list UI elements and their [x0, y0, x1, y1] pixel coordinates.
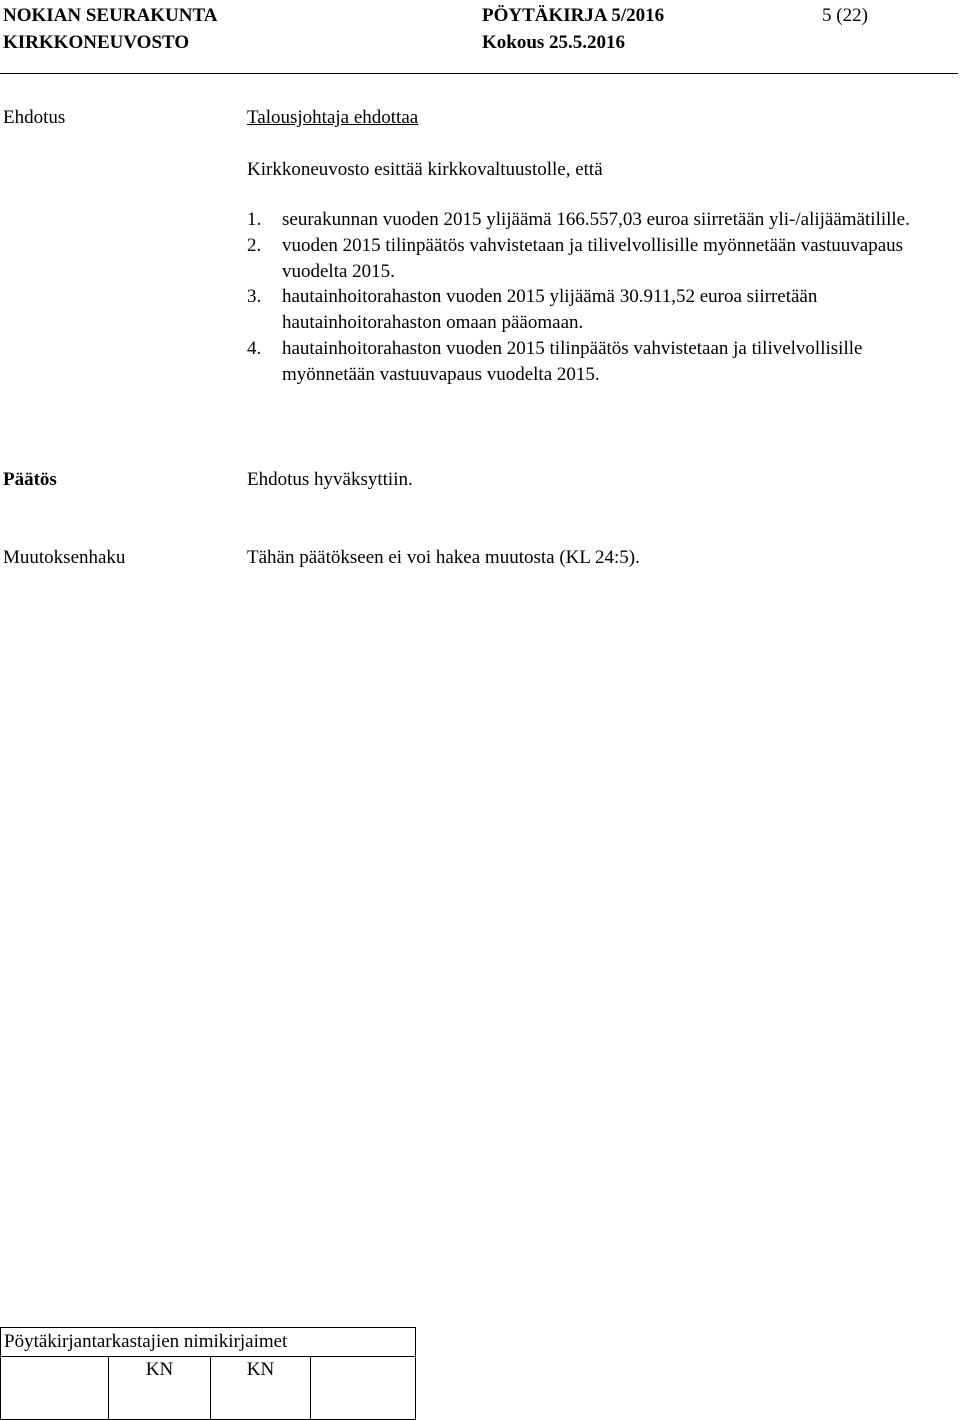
list-item-number: 3. — [247, 286, 262, 308]
list-item-number: 4. — [247, 337, 262, 359]
organization-name: NOKIAN SEURAKUNTA — [3, 5, 218, 26]
section-label-muutoksenhaku: Muutoksenhaku — [3, 547, 126, 568]
list-item-number: 1. — [247, 209, 262, 230]
list-item-number: 2. — [247, 234, 262, 256]
list-item — [247, 336, 947, 388]
signature-box-title: Pöytäkirjantarkastajien nimikirjaimet — [1, 1328, 416, 1357]
initials: KN — [246, 1359, 275, 1380]
signature-cell — [1, 1357, 109, 1420]
signature-cell — [109, 1357, 211, 1420]
signature-cell — [211, 1357, 311, 1420]
signature-cell — [311, 1357, 416, 1420]
appeal-text: Tähän päätökseen ei voi hakea muutosta (KL 24:5). — [247, 547, 640, 568]
page-number: 5 (22) — [822, 5, 868, 26]
initials: KN — [145, 1359, 174, 1380]
list-item-text: seurakunnan vuoden 2015 ylijäämä 166.557,03 euroa siirretään yli-/alijäämätilille. — [282, 209, 910, 230]
section-label-paatos: Päätös — [3, 469, 57, 490]
meeting-date: Kokous 25.5.2016 — [482, 32, 626, 53]
proposal-list — [247, 207, 947, 388]
proposal-heading: Talousjohtaja ehdottaa — [247, 107, 419, 128]
body-name: KIRKKONEUVOSTO — [3, 32, 190, 53]
list-item — [247, 284, 947, 336]
list-item-text: hautainhoitorahaston vuoden 2015 ylijäämä 30.911,52 euroa siirretään hautainhoitorahaston omaan pääomaan. — [282, 286, 818, 334]
document-title: PÖYTÄKIRJA 5/2016 — [482, 5, 665, 26]
list-item-text: vuoden 2015 tilinpäätös vahvistetaan ja tilivelvollisille myönnetään vastuuvapaus vuodelta 2015. — [282, 234, 904, 282]
proposal-intro: Kirkkoneuvosto esittää kirkkovaltuustolle, että — [247, 159, 603, 180]
section-label-ehdotus: Ehdotus — [3, 107, 66, 128]
list-item — [247, 207, 947, 233]
signature-box — [0, 1327, 416, 1420]
header-divider — [0, 73, 958, 74]
list-item-text: hautainhoitorahaston vuoden 2015 tilinpäätös vahvistetaan ja tilivelvollisille myönnetään vastuuvapaus vuodelta 2015. — [282, 337, 863, 385]
list-item — [247, 233, 947, 285]
decision-text: Ehdotus hyväksyttiin. — [247, 469, 413, 490]
